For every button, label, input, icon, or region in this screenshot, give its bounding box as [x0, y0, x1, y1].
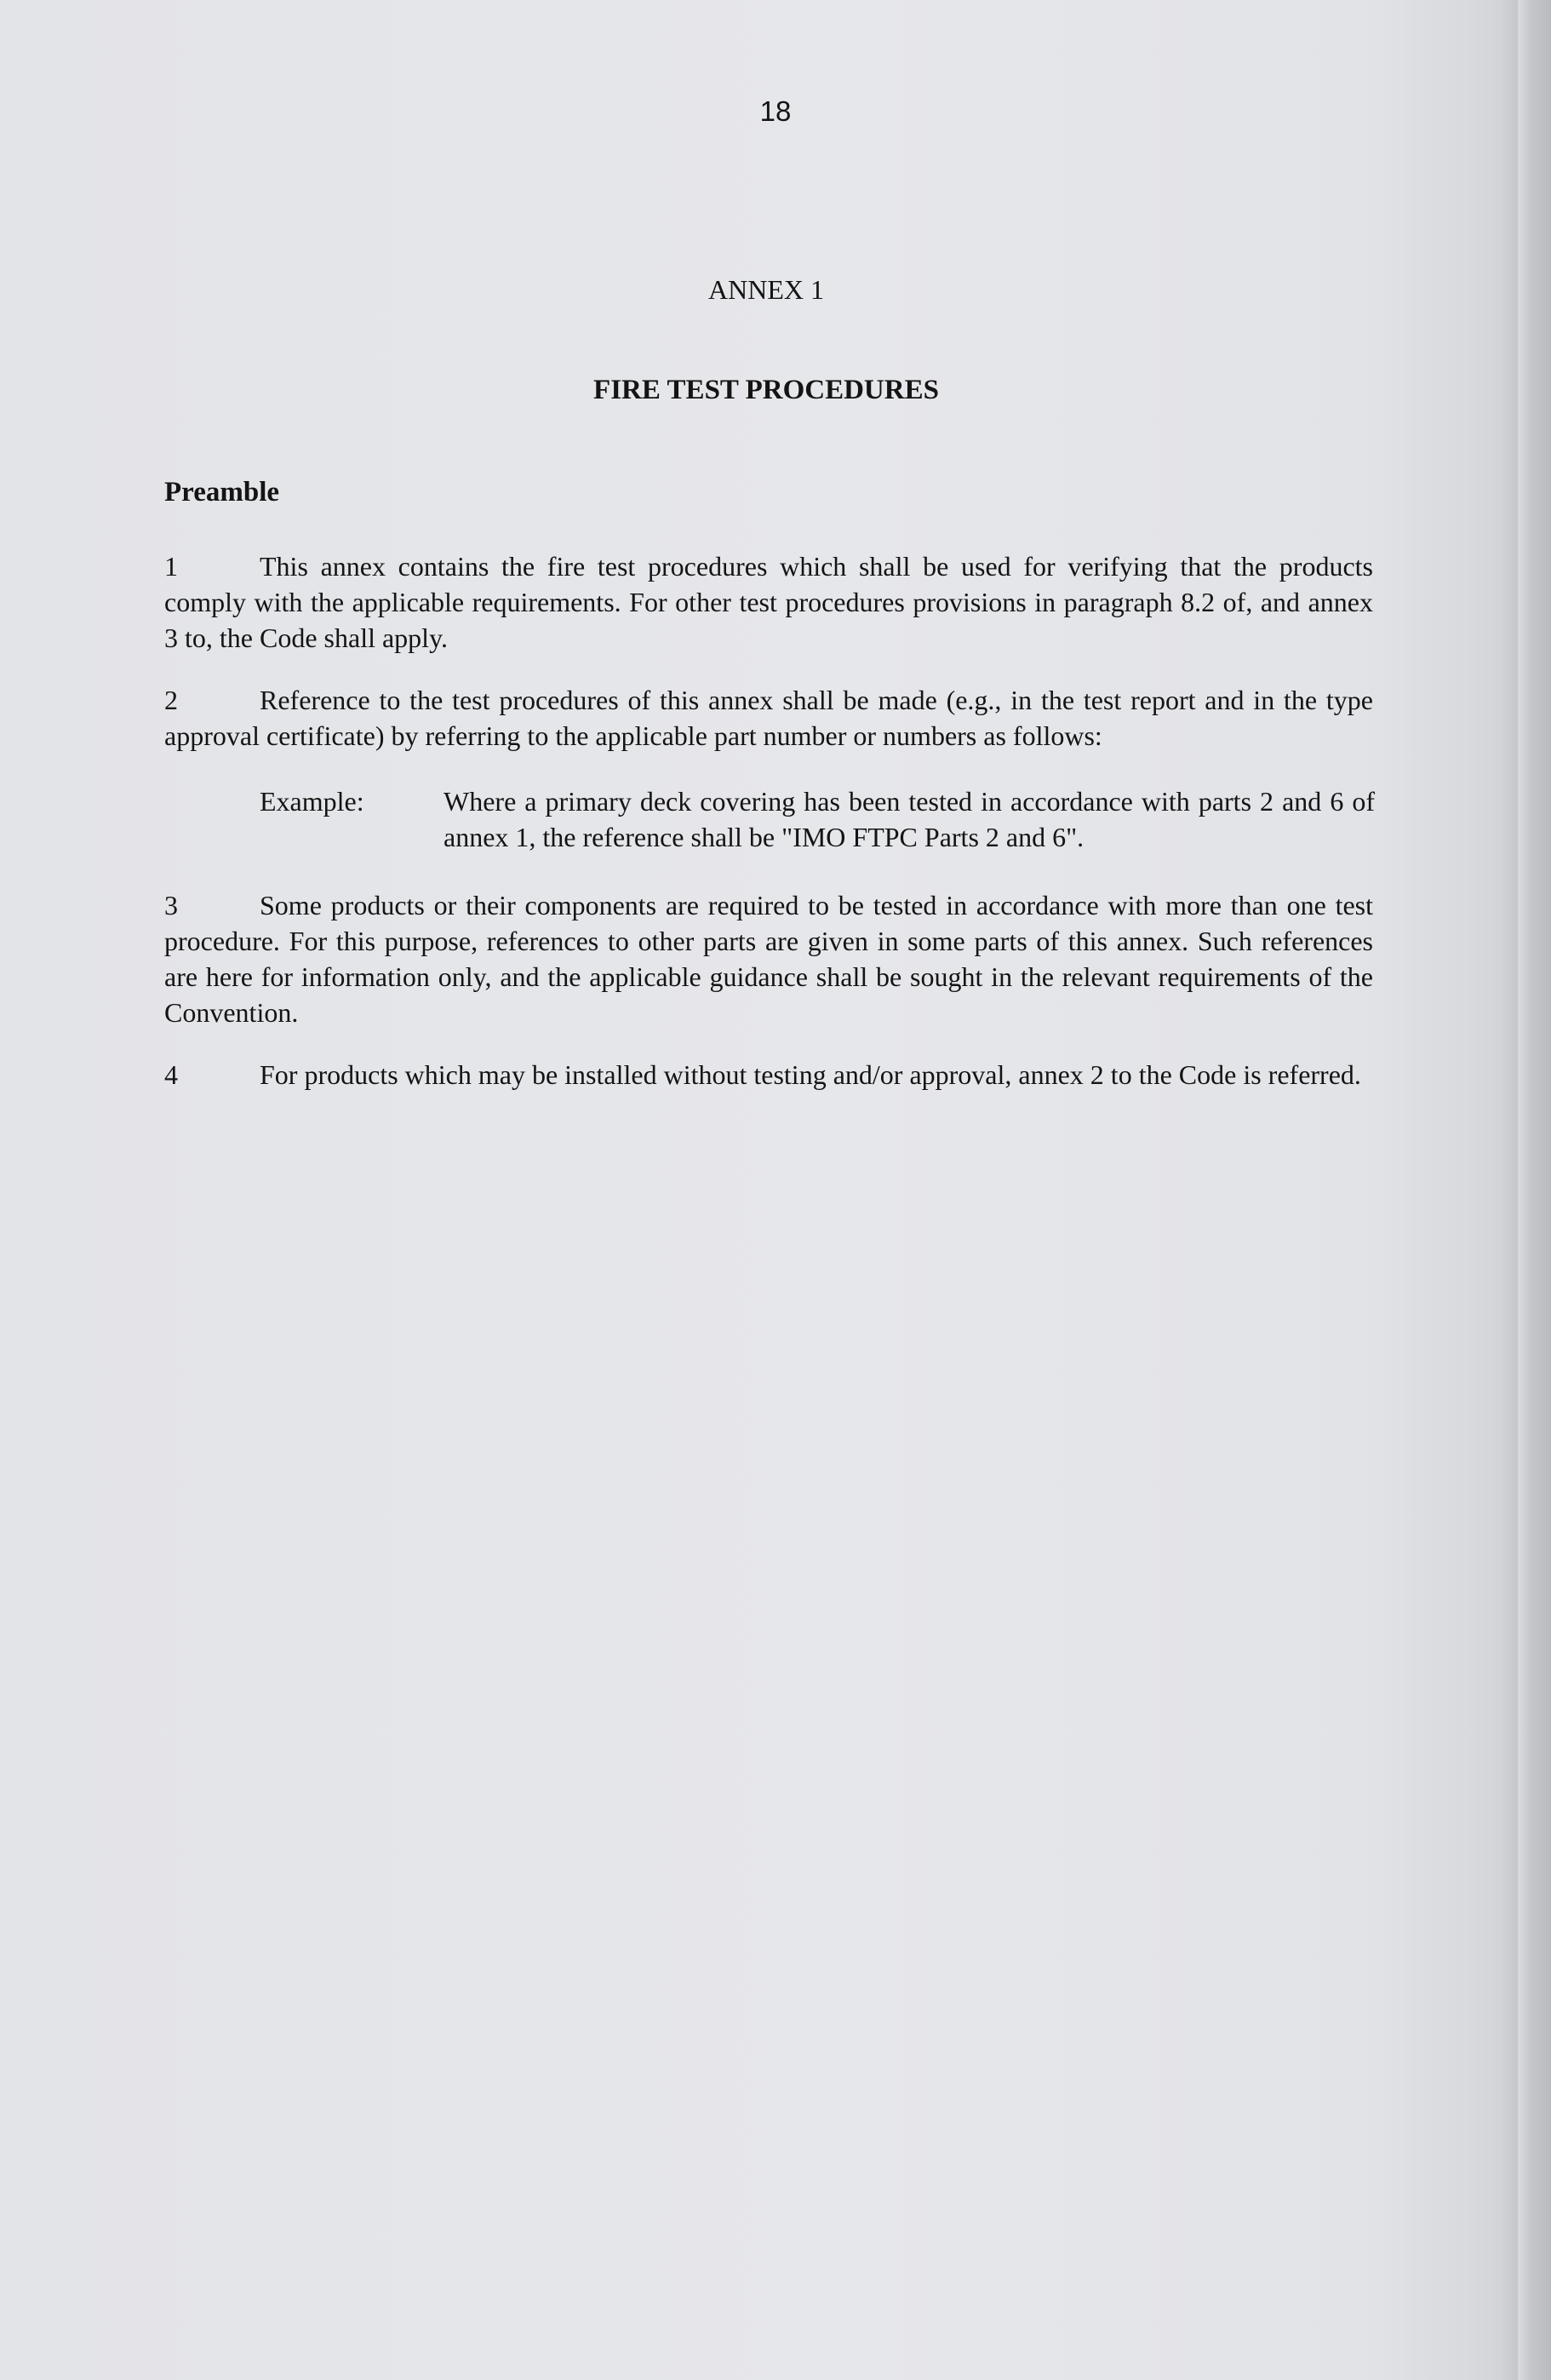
- paragraph-number: 2: [164, 685, 178, 715]
- paragraph-text: For products which may be installed without testing and/or approval, annex 2 to the Code is referred.: [260, 1059, 1361, 1090]
- paragraph-number: 1: [164, 551, 178, 582]
- section-title: FIRE TEST PROCEDURES: [593, 375, 939, 405]
- paragraph-number: 4: [164, 1059, 178, 1090]
- paragraph-1: [164, 548, 1373, 656]
- paragraph-number: 3: [164, 890, 178, 920]
- paragraph-2: [164, 682, 1373, 754]
- paragraph-3: [164, 887, 1373, 1030]
- preamble-heading: Preamble: [164, 477, 280, 508]
- paragraph-text: Some products or their components are required to be tested in accordance with more than one test procedure. For this purpose, references to other parts are given in some parts of this annex. Such references are here for information only, and the applicable guidance shall be sought in the relevant requirements of the Convention.: [164, 890, 1373, 1028]
- paragraph-text: This annex contains the fire test procedures which shall be used for verifying that the products comply with the applicable requirements. For other test procedures provisions in paragraph 8.2 of, and annex 3 to, the Code shall apply.: [164, 551, 1373, 653]
- page-edge-shadow: [1500, 0, 1551, 2380]
- paragraph-4: [164, 1057, 1373, 1093]
- example-text: Where a primary deck covering has been tested in accordance with parts 2 and 6 of annex 1, the reference shall be "IMO FTPC Parts 2 and 6".: [444, 786, 1375, 852]
- page-number: 18: [759, 95, 792, 127]
- example-label: Example:: [260, 786, 364, 817]
- paragraph-text: Reference to the test procedures of this annex shall be made (e.g., in the test report and in the type approval certificate) by referring to the applicable part number or numbers as follows:: [164, 685, 1373, 751]
- annex-title: ANNEX 1: [708, 274, 824, 305]
